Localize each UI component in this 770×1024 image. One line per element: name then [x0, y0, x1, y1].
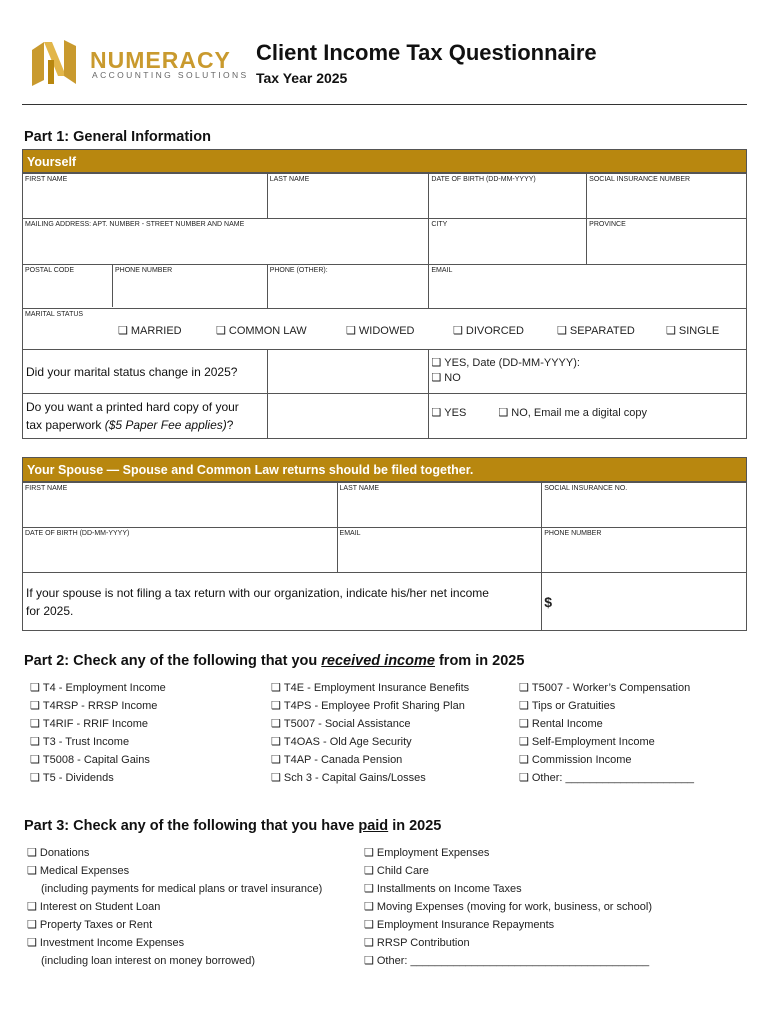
part2-title-suffix: from in 2025: [434, 653, 525, 669]
spouse-phone-field[interactable]: [542, 528, 747, 573]
income-t5-checkbox[interactable]: ❑ T5 - Dividends: [30, 769, 166, 787]
spouse-income-question-line1: If your spouse is not filing a tax return with our organization, indicate his/her net income: [26, 585, 489, 600]
part2-title-text: Part 2: Check any of the following that you: [24, 653, 322, 669]
marital-change-no-checkbox[interactable]: ❑ NO: [431, 371, 746, 384]
paid-student-loan-checkbox[interactable]: ❑ Interest on Student Loan: [27, 898, 322, 916]
paper-fee-note: ($5 Paper Fee applies): [104, 418, 227, 432]
email-field[interactable]: [429, 265, 747, 309]
field-label: PHONE (OTHER):: [269, 267, 328, 274]
paid-employment-expenses-checkbox[interactable]: ❑ Employment Expenses: [364, 844, 652, 862]
marital-separated-checkbox[interactable]: ❑ SEPARATED: [557, 324, 635, 337]
income-list-col3: [519, 679, 694, 787]
part3-title-text: Part 3: Check any of the following that you have: [24, 818, 359, 834]
marital-change-question: Did your marital status change in 2025?: [26, 364, 238, 379]
marital-common-law-checkbox[interactable]: ❑ COMMON LAW: [216, 324, 307, 337]
brand-name: NUMERACY: [90, 47, 231, 73]
mailing-address-field[interactable]: [23, 219, 429, 265]
postal-code-field[interactable]: [23, 265, 113, 307]
field-label: DATE OF BIRTH (DD-MM-YYYY): [25, 530, 130, 537]
spouse-income-question-line2: for 2025.: [26, 603, 74, 618]
part2-title-emphasis: received income: [321, 653, 435, 669]
paid-investment-expenses-checkbox[interactable]: ❑ Investment Income Expenses: [27, 934, 322, 952]
field-label: LAST NAME: [339, 485, 380, 492]
marital-married-checkbox[interactable]: ❑ MARRIED: [118, 324, 182, 337]
field-label: POSTAL CODE: [25, 267, 75, 274]
income-sch3-checkbox[interactable]: ❑ Sch 3 - Capital Gains/Losses: [271, 769, 469, 787]
field-label: PHONE NUMBER: [544, 530, 602, 537]
hardcopy-options: [429, 394, 747, 439]
hardcopy-yes-checkbox[interactable]: ❑ YES: [431, 406, 466, 419]
field-label: FIRST NAME: [25, 176, 68, 183]
field-label: SOCIAL INSURANCE NUMBER: [589, 176, 691, 183]
marital-change-question-cell: [23, 350, 268, 394]
paid-child-care-checkbox[interactable]: ❑ Child Care: [364, 862, 652, 880]
part3-title: [24, 818, 441, 834]
province-field[interactable]: [587, 219, 747, 265]
spouse-first-name-field[interactable]: [23, 483, 338, 528]
income-t5007-social-checkbox[interactable]: ❑ T5007 - Social Assistance: [271, 715, 469, 733]
income-t4ps-checkbox[interactable]: ❑ T4PS - Employee Profit Sharing Plan: [271, 697, 469, 715]
marital-divorced-checkbox[interactable]: ❑ DIVORCED: [453, 324, 524, 337]
hardcopy-no-checkbox[interactable]: ❑ NO, Email me a digital copy: [498, 406, 647, 419]
income-t4rif-checkbox[interactable]: ❑ T4RIF - RRIF Income: [30, 715, 166, 733]
hardcopy-question-line1: Do you want a printed hard copy of your: [26, 400, 239, 414]
city-field[interactable]: [429, 219, 587, 265]
investment-note: (including loan interest on money borrowed): [41, 955, 256, 967]
income-t4ap-checkbox[interactable]: ❑ T4AP - Canada Pension: [271, 751, 469, 769]
field-label: PHONE NUMBER: [115, 267, 173, 274]
hardcopy-question-mark: ?: [226, 418, 234, 432]
marital-single-checkbox[interactable]: ❑ SINGLE: [666, 324, 719, 337]
income-tips-checkbox[interactable]: ❑ Tips or Gratuities: [519, 697, 694, 715]
paid-property-tax-checkbox[interactable]: ❑ Property Taxes or Rent: [27, 916, 322, 934]
field-label: SOCIAL INSURANCE NO.: [544, 485, 628, 492]
hardcopy-question-text: tax paperwork: [26, 418, 105, 432]
income-list-col1: [30, 679, 166, 787]
phone-other-field[interactable]: [267, 265, 429, 309]
paid-installments-checkbox[interactable]: ❑ Installments on Income Taxes: [364, 880, 652, 898]
sin-field[interactable]: [587, 174, 747, 219]
paid-list-right: [364, 844, 652, 970]
yourself-table: [22, 173, 747, 439]
paid-rrsp-checkbox[interactable]: ❑ RRSP Contribution: [364, 934, 652, 952]
spouse-band: Your Spouse — Spouse and Common Law returns should be filed together.: [22, 457, 747, 482]
part3-title-suffix: in 2025: [388, 818, 442, 834]
spouse-income-field[interactable]: [542, 573, 747, 631]
dollar-sign: $: [544, 593, 553, 610]
income-t4rsp-checkbox[interactable]: ❑ T4RSP - RRSP Income: [30, 697, 166, 715]
document-title: Client Income Tax Questionnaire: [256, 40, 597, 65]
field-label: PROVINCE: [589, 221, 626, 228]
paid-other-checkbox[interactable]: ❑ Other: _______________________________________: [364, 952, 652, 970]
hardcopy-question-cell: [23, 394, 268, 439]
yourself-band: Yourself: [22, 149, 747, 173]
hardcopy-spacer: [267, 394, 429, 439]
income-other-checkbox[interactable]: ❑ Other: _____________________: [519, 769, 694, 787]
field-label: DATE OF BIRTH (DD-MM-YYYY): [431, 176, 536, 183]
marital-change-yes-checkbox[interactable]: ❑ YES, Date (DD-MM-YYYY):: [431, 356, 746, 369]
first-name-field[interactable]: [23, 174, 268, 219]
spouse-email-field[interactable]: [337, 528, 542, 573]
spouse-table: [22, 482, 747, 631]
income-t4oas-checkbox[interactable]: ❑ T4OAS - Old Age Security: [271, 733, 469, 751]
marital-status-row: [23, 309, 747, 350]
part2-title: [24, 653, 524, 669]
income-t4e-checkbox[interactable]: ❑ T4E - Employment Insurance Benefits: [271, 679, 469, 697]
income-rental-checkbox[interactable]: ❑ Rental Income: [519, 715, 694, 733]
income-t3-checkbox[interactable]: ❑ T3 - Trust Income: [30, 733, 166, 751]
income-commission-checkbox[interactable]: ❑ Commission Income: [519, 751, 694, 769]
field-label: LAST NAME: [269, 176, 310, 183]
income-t5008-checkbox[interactable]: ❑ T5008 - Capital Gains: [30, 751, 166, 769]
numeracy-logo-icon: [30, 40, 78, 86]
spouse-last-name-field[interactable]: [337, 483, 542, 528]
last-name-field[interactable]: [267, 174, 429, 219]
postal-phone-cell: [23, 265, 268, 309]
hardcopy-question-line2: [26, 416, 265, 434]
medical-note: (including payments for medical plans or travel insurance): [41, 883, 323, 895]
paid-moving-expenses-checkbox[interactable]: ❑ Moving Expenses (moving for work, business, or school): [364, 898, 652, 916]
paid-donations-checkbox[interactable]: ❑ Donations: [27, 844, 322, 862]
paid-medical-checkbox[interactable]: ❑ Medical Expenses: [27, 862, 322, 880]
spouse-income-question-cell: [23, 573, 542, 631]
income-list-col2: [271, 679, 469, 787]
spouse-dob-field[interactable]: [23, 528, 338, 573]
paid-list-left: [27, 844, 322, 970]
income-t4-checkbox[interactable]: ❑ T4 - Employment Income: [30, 679, 166, 697]
marital-change-spacer: [267, 350, 429, 394]
tax-year: Tax Year 2025: [256, 70, 348, 86]
header-divider: [22, 104, 747, 105]
field-label: FIRST NAME: [25, 485, 68, 492]
field-label: EMAIL: [431, 267, 453, 274]
marital-change-options: [429, 350, 747, 394]
brand-tagline: ACCOUNTING SOLUTIONS: [92, 70, 249, 80]
part3-title-emphasis: paid: [358, 818, 389, 834]
field-label: EMAIL: [339, 530, 361, 537]
spouse-sin-field[interactable]: [542, 483, 747, 528]
income-self-employment-checkbox[interactable]: ❑ Self-Employment Income: [519, 733, 694, 751]
field-label: MARITAL STATUS: [25, 311, 84, 318]
phone-number-field[interactable]: [113, 265, 267, 307]
income-t5007-workers-checkbox[interactable]: ❑ T5007 - Worker’s Compensation: [519, 679, 694, 697]
marital-widowed-checkbox[interactable]: ❑ WIDOWED: [346, 324, 414, 337]
dob-field[interactable]: [429, 174, 587, 219]
paid-ei-repayments-checkbox[interactable]: ❑ Employment Insurance Repayments: [364, 916, 652, 934]
field-label: CITY: [431, 221, 448, 228]
part1-title: Part 1: General Information: [24, 129, 211, 145]
field-label: MAILING ADDRESS: APT. NUMBER - STREET NUMBER AND NAME: [25, 221, 245, 228]
